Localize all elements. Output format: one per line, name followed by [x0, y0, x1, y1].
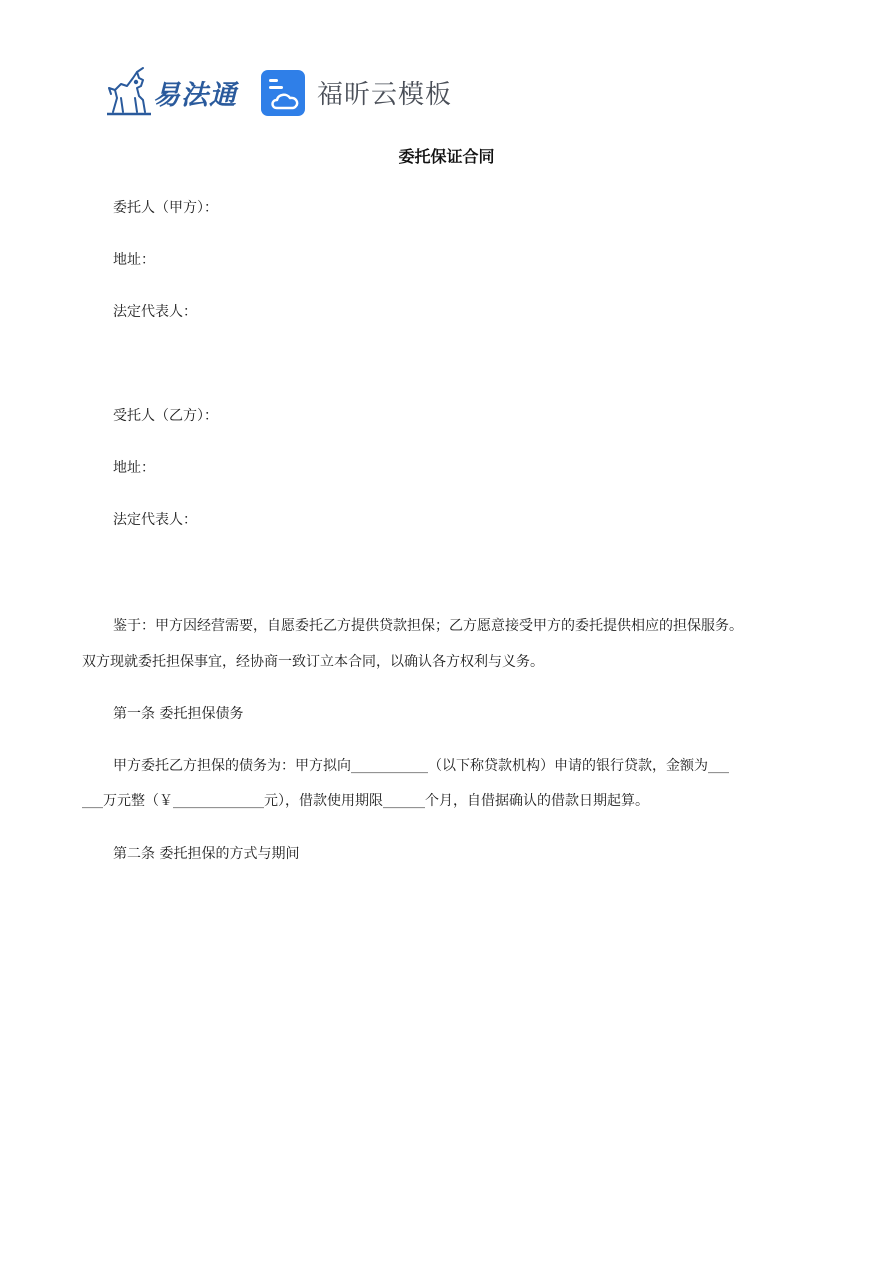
yifatong-logo — [107, 62, 237, 122]
fuxin-logo-text: 福昕云模板 — [317, 79, 453, 110]
yifatong-logo-text: 易法通 — [153, 79, 237, 111]
article-1-line-2: ___万元整（￥_____________元），借款使用期限______个月，自借据确认的借款日期起算。 — [82, 793, 649, 809]
article-2-title: 第二条 委托担保的方式与期间 — [113, 846, 300, 862]
preamble-line-1: 鉴于：甲方因经营需要，自愿委托乙方提供贷款担保；乙方愿意接受甲方的委托提供相应的担保服务。 — [113, 618, 743, 634]
article-1-line-1: 甲方委托乙方担保的债务为：甲方拟向___________（以下称贷款机构）申请的银行贷款，金额为___ — [113, 758, 729, 774]
party-b-address: 地址： — [113, 460, 155, 476]
party-a-label: 委托人（甲方）： — [113, 200, 218, 216]
party-a-address: 地址： — [113, 252, 155, 268]
party-a-representative: 法定代表人： — [113, 304, 197, 320]
preamble-line-2: 双方现就委托担保事宜，经协商一致订立本合同，以确认各方权利与义务。 — [82, 654, 544, 670]
cloud-document-icon — [259, 66, 309, 118]
fuxin-logo — [259, 62, 452, 122]
party-b-representative: 法定代表人： — [113, 512, 197, 528]
document-title: 委托保证合同 — [398, 147, 495, 166]
unicorn-icon — [107, 66, 151, 118]
article-1-title: 第一条 委托担保债务 — [113, 706, 244, 722]
party-b-label: 受托人（乙方）： — [113, 408, 218, 424]
header-logos — [107, 62, 452, 122]
